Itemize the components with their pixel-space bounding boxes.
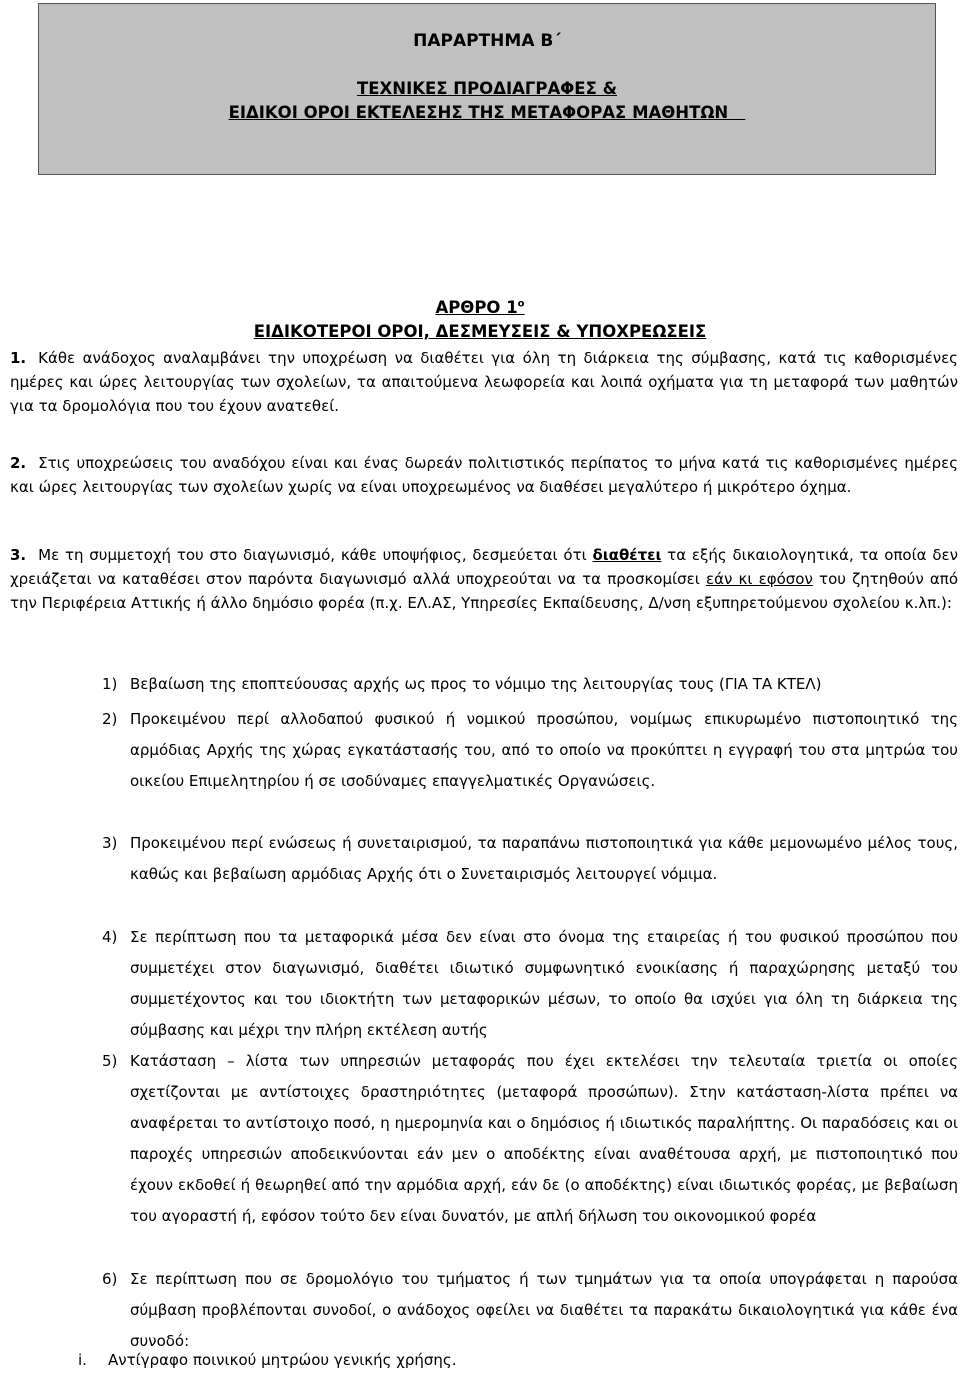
paragraph-number: 2.	[10, 454, 27, 472]
sub-list-item-number: i.	[78, 1351, 87, 1369]
article-subtitle: ΕΙΔΙΚΟΤΕΡΟΙ ΟΡΟΙ, ΔΕΣΜΕΥΣΕΙΣ & ΥΠΟΧΡΕΩΣΕΙΣ	[253, 322, 707, 341]
paragraph-number: 3.	[10, 546, 27, 564]
list-item-text: Σε περίπτωση που τα μεταφορικά μέσα δεν είναι στο όνομα της εταιρείας ή του φυσικού προσώπου που συμμετέχει στον διαγωνισμό, διαθέτει ιδιωτικό συμφωνητικό ενοικίασης ή παραχώρησης μεταξύ του συμμετέχοντος και του ιδιοκτήτη των μεταφορικών μέσων, το οποίο θα ισχύει για όλη τη διάρκεια της σύμβασης και μέχρι την πλήρη εκτέλεση αυτής	[130, 928, 958, 1039]
list-item	[102, 1046, 958, 1232]
list-item-number: 4)	[102, 928, 118, 946]
paragraph-2	[10, 451, 958, 499]
list-item-number: 1)	[102, 675, 118, 693]
paragraph-number: 1.	[10, 349, 27, 367]
annex-header-box	[38, 3, 936, 175]
list-item-text: Προκειμένου περί αλλοδαπού φυσικού ή νομικού προσώπου, νομίμως επικυρωμένο πιστοποιητικό της αρμόδιας Αρχής της χώρας εγκατάστασής του, από το οποίο να προκύπτει η εγγραφή του στα μητρώα του οικείου Επιμελητηρίου ή σε ισοδύναμες επαγγελματικές Οργανώσεις.	[130, 710, 958, 790]
paragraph-3	[10, 543, 958, 615]
list-item-text: Βεβαίωση της εποπτεύουσας αρχής ως προς το νόμιμο της λειτουργίας τους (ΓΙΑ ΤΑ ΚΤΕΛ)	[130, 675, 822, 693]
annex-subtitle-line-1: ΤΕΧΝΙΚΕΣ ΠΡΟΔΙΑΓΡΑΦΕΣ &	[357, 79, 617, 98]
paragraph-text: Στις υποχρεώσεις του αναδόχου είναι και ένας δωρεάν πολιτιστικός περίπατος το μήνα κατά τις καθορισμένες ημέρες και ώρες λειτουργίας των σχολείων χωρίς να είναι υποχρεωμένος να διαθέσει μεγαλύτερο ή μικρότερο όχημα.	[10, 454, 958, 496]
list-item	[102, 828, 958, 890]
list-item	[102, 922, 958, 1046]
paragraph-1	[10, 346, 958, 418]
annex-subtitle-line-2: ΕΙΔΙΚΟΙ ΟΡΟΙ ΕΚΤΕΛΕΣΗΣ ΤΗΣ ΜΕΤΑΦΟΡΑΣ ΜΑΘΗΤΩΝ	[228, 103, 729, 122]
list-item-number: 5)	[102, 1052, 118, 1070]
list-item-text: Προκειμένου περί ενώσεως ή συνεταιρισμού, τα παραπάνω πιστοποιητικά για κάθε μεμονωμένο μέλος τους, καθώς και βεβαίωση αρμόδιας Αρχής ότι ο Συνεταιρισμός λειτουργεί νόμιμα.	[130, 834, 958, 883]
list-item-text: Κατάσταση – λίστα των υπηρεσιών μεταφοράς που έχει εκτελέσει την τελευταία τριετία οι οποίες σχετίζονται με αντίστοιχες δραστηριότητες (μεταφορά προσώπων). Στην κατάσταση-λίστα πρέπει να αναφέρεται το αντίστοιχο ποσό, η ημερομηνία και ο δημόσιος ή ιδιωτικός παραλήπτης. Οι παραδόσεις και οι παροχές υπηρεσιών αποδεικνύονται εάν μεν ο αποδέκτης είναι αναθέτουσα αρχή, με πιστοποιητικό που έχουν εκδοθεί ή θεωρηθεί από την αρμόδια αρχή, εάν δε (ο αποδέκτης) είναι ιδιωτικός φορέας, με βεβαίωση του αγοραστή ή, εφόσον τούτο δεν είναι δυνατόν, με απλή δήλωση του οικονομικού φορέα	[130, 1052, 958, 1225]
list-item-text: Σε περίπτωση που σε δρομολόγιο του τμήματος ή των τμημάτων για τα οποία υπογράφεται η παρούσα σύμβαση προβλέπονται συνοδοί, ο ανάδοχος οφείλει να διαθέτει τα παρακάτω δικαιολογητικά για κάθε ένα συνοδό:	[130, 1270, 958, 1350]
list-item	[102, 1264, 958, 1357]
sub-list-item-text: Αντίγραφο ποινικού μητρώου γενικής χρήσης.	[108, 1351, 457, 1369]
list-item	[102, 669, 958, 700]
list-item-number: 3)	[102, 834, 118, 852]
list-item-number: 6)	[102, 1270, 118, 1288]
article-title: ΑΡΘΡΟ $1^o$	[435, 298, 525, 317]
paragraph-text: Κάθε ανάδοχος αναλαμβάνει την υποχρέωση να διαθέτει για όλη τη διάρκεια της σύμβασης, κατά τις καθορισμένες ημέρες και ώρες λειτουργίας των σχολείων, τα απαιτούμενα λεωφορεία και λοιπά οχήματα για τη μεταφορά των μαθητών για τα δρομολόγια που του έχουν ανατεθεί.	[10, 349, 958, 415]
list-item	[102, 704, 958, 797]
paragraph-text: Με τη συμμετοχή του στο διαγωνισμό, κάθε υποψήφιος, δεσμεύεται ότι διαθέτει τα εξής δικαιολογητικά, τα οποία δεν χρειάζεται να καταθέσει στον παρόντα διαγωνισμό αλλά υποχρεούται να τα προσκομίσει εάν κι εφόσον του ζητηθούν από την Περιφέρεια Αττικής ή άλλο δημόσιο φορέα (π.χ. ΕΛ.ΑΣ, Υπηρεσίες Εκπαίδευσης, Δ/νση εξυπηρετούμενου σχολείου κ.λπ.):	[10, 546, 959, 612]
annex-title: ΠΑΡΑΡΤΗΜΑ Β΄	[413, 31, 561, 51]
list-item-number: 2)	[102, 710, 118, 728]
sub-list-item	[78, 1348, 457, 1372]
